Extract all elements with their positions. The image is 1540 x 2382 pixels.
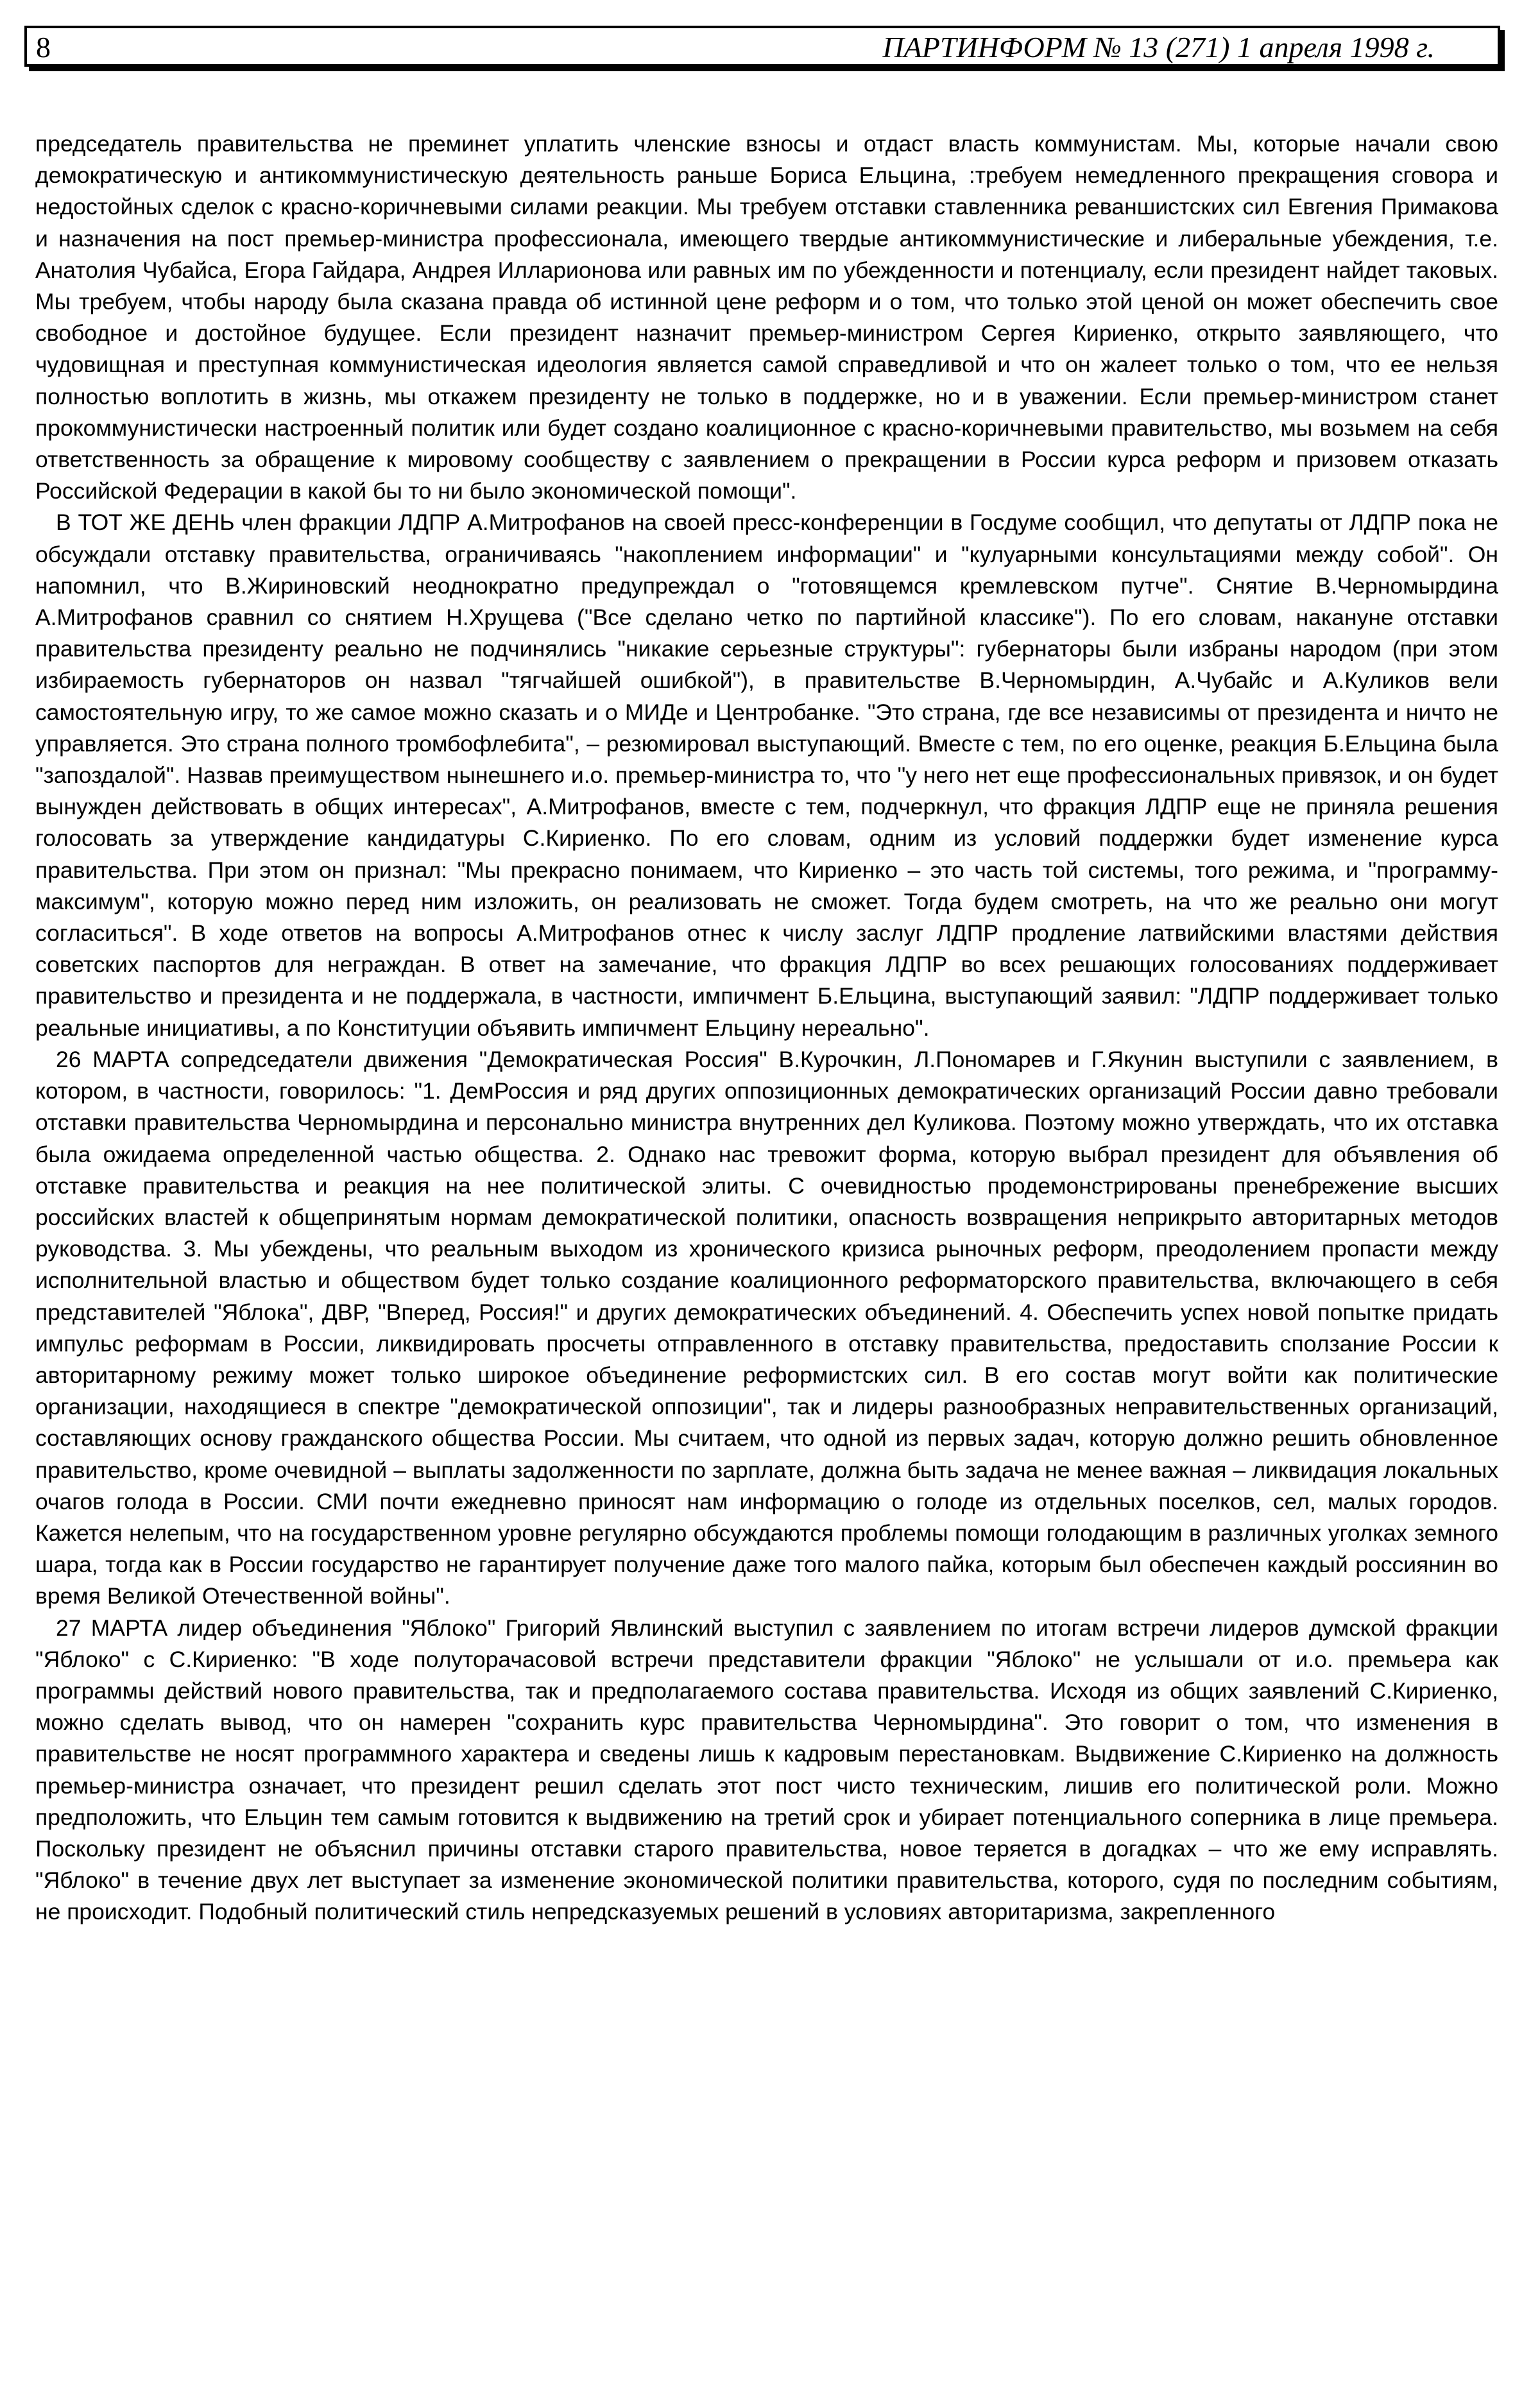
running-head: ПАРТИНФОРМ № 13 (271) 1 апреля 1998 г. — [882, 31, 1435, 64]
article-paragraph: В ТОТ ЖЕ ДЕНЬ член фракции ЛДПР А.Митрофанов на своей пресс-конференции в Госдуме сообщил, что депутаты от ЛДПР пока не обсуждали отставку правительства, ограничиваясь "накоплением информации" и "кулуарными консультациями между собой". Он напомнил, что В.Жириновский неоднократно предупреждал о "готовящемся кремлевском путче". Снятие В.Черномырдина А.Митрофанов сравнил со снятием Н.Хрущева ("Все сделано четко по партийной классике"). По его словам, накануне отставки правительства президенту реально не подчинялись "никакие серьезные структуры": губернаторы были избраны народом (при этом избираемость губернаторов он назвал "тягчайшей ошибкой"), в правительстве В.Черномырдин, А.Чубайс и А.Куликов вели самостоятельную игру, то же самое можно сказать и о МИДе и Центробанке. "Это страна, где все независимы от президента и ничто не управляется. Это страна полного тромбофлебита", – резюмировал выступающий. Вместе с тем, по его оценке, реакция Б.Ельцина была "запоздалой". Назвав преимуществом нынешнего и.о. премьер-министра то, что "у него нет еще профессиональных привязок, и он будет вынужден действовать в общих интересах", А.Митрофанов, вместе с тем, подчеркнул, что фракция ЛДПР еще не приняла решения голосовать за утверждение кандидатуры С.Кириенко. По его словам, одним из условий поддержки будет изменение курса правительства. При этом он признал: "Мы прекрасно понимаем, что Кириенко – это часть той системы, того режима, и "программу-максимум", которую можно перед ним изложить, он реализовать не сможет. Тогда будем смотреть, на что же реально они могут согласиться". В ходе ответов на вопросы А.Митрофанов отнес к числу заслуг ЛДПР продление латвийскими властями действия советских паспортов для неграждан. В ответ на замечание, что фракция ЛДПР во всех решающих голосованиях поддерживает правительство и президента и не поддержала, в частности, импичмент Б.Ельцина, выступающий заявил: "ЛДПР поддерживает только реальные инициативы, а по Конституции объявить импичмент Ельцину нереально". — [35, 510, 1498, 1041]
article-paragraph: 27 МАРТА лидер объединения "Яблоко" Григорий Явлинский выступил с заявлением по итогам встречи лидеров думской фракции "Яблоко" с С.Кириенко: "В ходе полуторачасовой встречи представители фракции "Яблоко" не услышали от и.о. премьера как программы действий нового правительства, так и предполагаемого состава правительства. Исходя из общих заявлений С.Кириенко, можно сделать вывод, что он намерен "сохранить курс правительства Черномырдина". Это говорит о том, что изменения в правительстве не носят программного характера и сведены лишь к кадровым перестановкам. Выдвижение С.Кириенко на должность премьер-министра означает, что президент решил сделать этот пост чисто техническим, лишив его политической роли. Можно предположить, что Ельцин тем самым готовится к выдвижению на третий срок и убирает потенциального соперника в лице премьера. Поскольку президент не объяснил причины отставки старого правительства, новое теряется в догадках – что же ему исправлять. "Яблоко" в течение двух лет выступает за изменение экономической политики правительства, которого, судя по последним событиям, не происходит. Подобный политический стиль непредсказуемых решений в условиях авторитаризма, закрепленного — [35, 1615, 1498, 1925]
article-paragraph: 26 МАРТА сопредседатели движения "Демократическая Россия" В.Курочкин, Л.Пономарев и Г.Якунин выступили с заявлением, в котором, в частности, говорилось: "1. ДемРоссия и ряд других оппозиционных демократических организаций России давно требовали отставки правительства Черномырдина и персонально министра внутренних дел Куликова. Поэтому можно утверждать, что их отставка была ожидаема определенной частью общества. 2. Однако нас тревожит форма, которую выбрал президент для объявления об отставке правительства и реакция на нее политической элиты. С очевидностью продемонстрированы пренебрежение высших российских властей к общепринятым нормам демократической политики, опасность возвращения неприкрыто авторитарных методов руководства. 3. Мы убеждены, что реальным выходом из хронического кризиса рыночных реформ, преодолением пропасти между исполнительной властью и обществом будет только создание коалиционного реформаторского правительства, включающего в себя представителей "Яблока", ДВР, "Вперед, Россия!" и других демократических объединений. 4. Обеспечить успех новой попытке придать импульс реформам в России, ликвидировать просчеты отправленного в отставку правительства, предоставить сползание России к авторитарному режиму может только широкое объединение реформистских сил. В его состав могут войти как политические организации, находящиеся в спектре "демократической оппозиции", так и лидеры разнообразных неправительственных организаций, составляющих основу гражданского общества России. Мы считаем, что одной из первых задач, которую должно решить обновленное правительство, кроме очевидной – выплаты задолженности по зарплате, должна быть задача не менее важная – ликвидация локальных очагов голода в России. СМИ почти ежедневно приносят нам информацию о голоде из отдельных поселков, сел, малых городов. Кажется нелепым, что на государственном уровне регулярно обсуждаются проблемы помощи голодающим в различных уголках земного шара, тогда как в России государство не гарантирует получение даже того малого пайка, которым был обеспечен каждый россиянин во время Великой Отечественной войны". — [35, 1046, 1498, 1609]
page-number: 8 — [36, 31, 51, 64]
article-body — [35, 128, 1498, 1928]
page-header — [24, 26, 1500, 67]
article-paragraph: председатель правительства не преминет уплатить членские взносы и отдаст власть коммунистам. Мы, которые начали свою демократическую и антикоммунистическую деятельность раньше Бориса Ельцина, :требуем немедленного прекращения сговора и недостойных сделок с красно-коричневыми силами реакции. Мы требуем отставки ставленника реваншистских сил Евгения Примакова и назначения на пост премьер-министра профессионала, имеющего твердые антикоммунистические и либеральные убеждения, т.е. Анатолия Чубайса, Егора Гайдара, Андрея Илларионова или равных им по убежденности и потенциалу, если президент найдет таковых. Мы требуем, чтобы народу была сказана правда об истинной цене реформ и о том, что только этой ценой он может обеспечить свое свободное и достойное будущее. Если президент назначит премьер-министром Сергея Кириенко, открыто заявляющего, что чудовищная и преступная коммунистическая идеология является самой справедливой и что он жалеет только о том, что ее нельзя полностью воплотить в жизнь, мы откажем президенту не только в поддержке, но и в уважении. Если премьер-министром станет прокоммунистически настроенный политик или будет создано коалиционное с красно-коричневыми правительство, мы возьмем на себя ответственность за обращение к мировому сообществу с заявлением о прекращении в России курса реформ и призовем отказать Российской Федерации в какой бы то ни было экономической помощи". — [35, 131, 1498, 504]
